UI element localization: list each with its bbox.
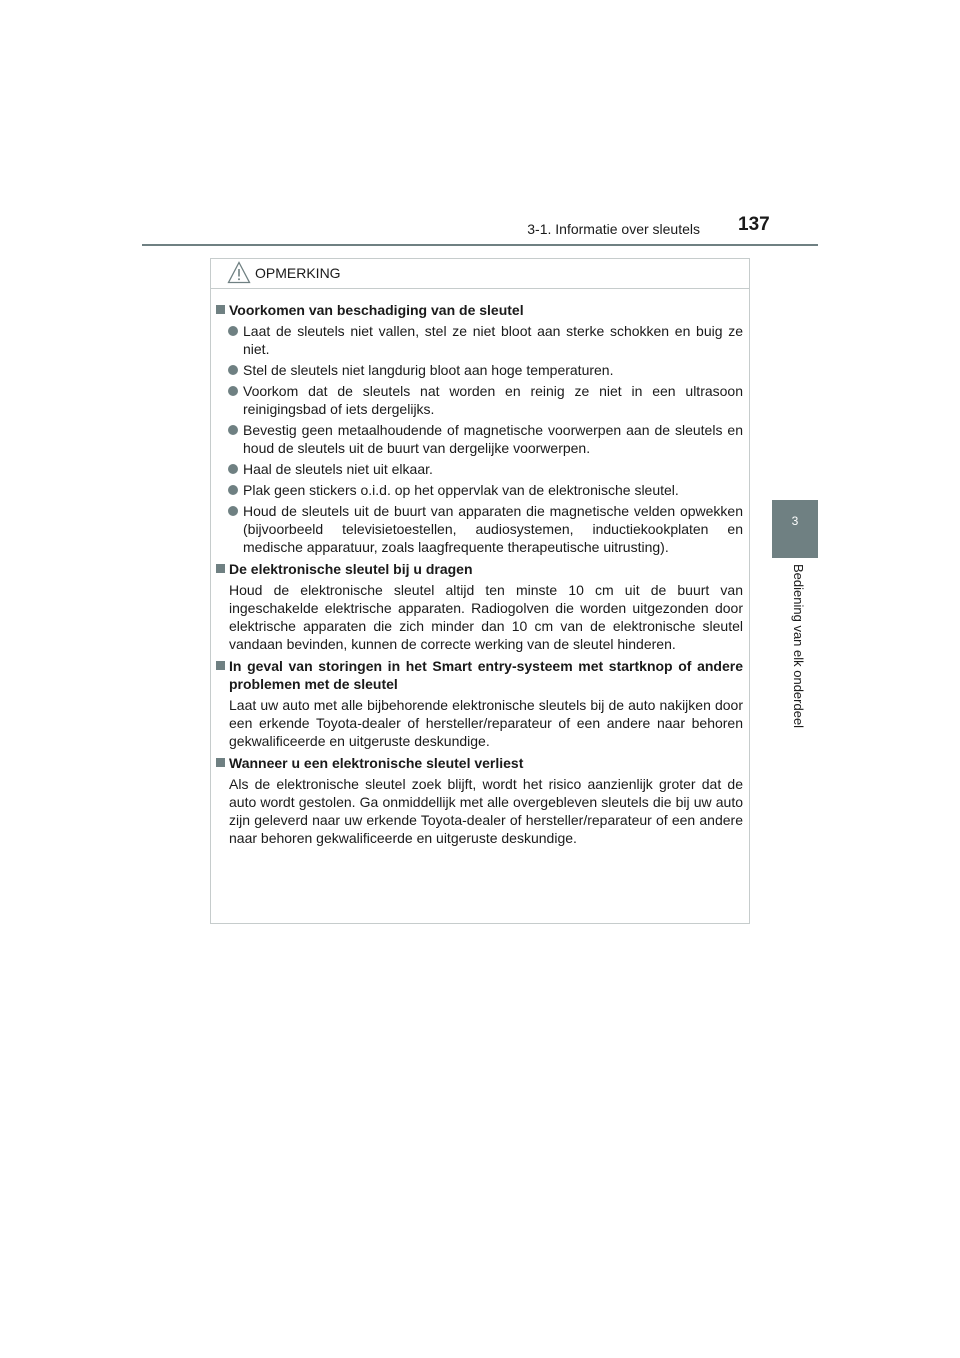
list-item: Stel de sleutels niet langdurig bloot aan hoge temperaturen.: [216, 361, 743, 379]
header-rule: [142, 244, 818, 246]
notice-header: [211, 259, 749, 289]
section-title: De elektronische sleutel bij u dragen: [229, 561, 473, 577]
chapter-label: Bediening van elk onderdeel: [791, 564, 806, 729]
circle-bullet-icon: [228, 326, 238, 336]
list-item: Voorkom dat de sleutels nat worden en reinig ze niet in een ultrasoon reinigingsbad of iets dergelijks.: [216, 382, 743, 418]
list-item: Bevestig geen metaalhoudende of magnetische voorwerpen aan de sleutels en houd de sleutels uit de buurt van dergelijke voorwerpen.: [216, 421, 743, 457]
circle-bullet-icon: [228, 506, 238, 516]
notice-box: [210, 258, 750, 924]
circle-bullet-icon: [228, 365, 238, 375]
notice-section: [216, 657, 743, 750]
square-bullet-icon: [216, 305, 225, 314]
notice-section: [216, 301, 743, 556]
circle-bullet-icon: [228, 485, 238, 495]
section-title: Voorkomen van beschadiging van de sleutel: [229, 302, 524, 318]
section-text: Houd de elektronische sleutel altijd ten minste 10 cm uit de buurt van ingeschakelde elektrische apparaten. Radiogolven die worden uitgezonden door elektrische apparaten die zich minder dan 10 cm van de elektronische sleutel vandaan bevinden, kunnen de correcte werking van de sleutel hinderen.: [229, 582, 743, 652]
notice-section: [216, 754, 743, 847]
square-bullet-icon: [216, 564, 225, 573]
section-title: In geval van storingen in het Smart entry-systeem met startknop of andere problemen met de sleutel: [229, 658, 743, 692]
notice-title: OPMERKING: [255, 265, 341, 281]
section-title: Wanneer u een elektronische sleutel verliest: [229, 755, 524, 771]
warning-triangle-icon: [227, 261, 251, 284]
chapter-number: 3: [791, 514, 799, 528]
square-bullet-icon: [216, 661, 225, 670]
list-item: Houd de sleutels uit de buurt van apparaten die magnetische velden opwekken (bijvoorbeeld televisietoestellen, audiosystemen, inductiekookplaten en medische apparatuur, zoals laagfrequente therapeutische uitrusting).: [216, 502, 743, 556]
section-title: 3-1. Informatie over sleutels: [527, 221, 700, 237]
page-number: 137: [738, 214, 770, 235]
circle-bullet-icon: [228, 386, 238, 396]
circle-bullet-icon: [228, 464, 238, 474]
list-item: Haal de sleutels niet uit elkaar.: [216, 460, 743, 478]
list-item: Laat de sleutels niet vallen, stel ze niet bloot aan sterke schokken en buig ze niet.: [216, 322, 743, 358]
section-text: Als de elektronische sleutel zoek blijft, wordt het risico aanzienlijk groter dat de auto wordt gestolen. Ga onmiddellijk met alle overgebleven sleutels die bij uw auto zijn geleverd naar uw erkende Toyota-dealer of hersteller/reparateur of een andere naar behoren gekwalificeerde en uitgeruste deskundige.: [229, 776, 743, 846]
list-item: Plak geen stickers o.i.d. op het oppervlak van de elektronische sleutel.: [216, 481, 743, 499]
square-bullet-icon: [216, 758, 225, 767]
chapter-tab: [772, 500, 818, 558]
notice-section: [216, 560, 743, 653]
section-text: Laat uw auto met alle bijbehorende elektronische sleutels bij de auto nakijken door een erkende Toyota-dealer of hersteller/reparateur of een andere naar behoren gekwalificeerde en uitgeruste deskundige.: [229, 697, 743, 749]
circle-bullet-icon: [228, 425, 238, 435]
notice-body: [211, 289, 749, 847]
